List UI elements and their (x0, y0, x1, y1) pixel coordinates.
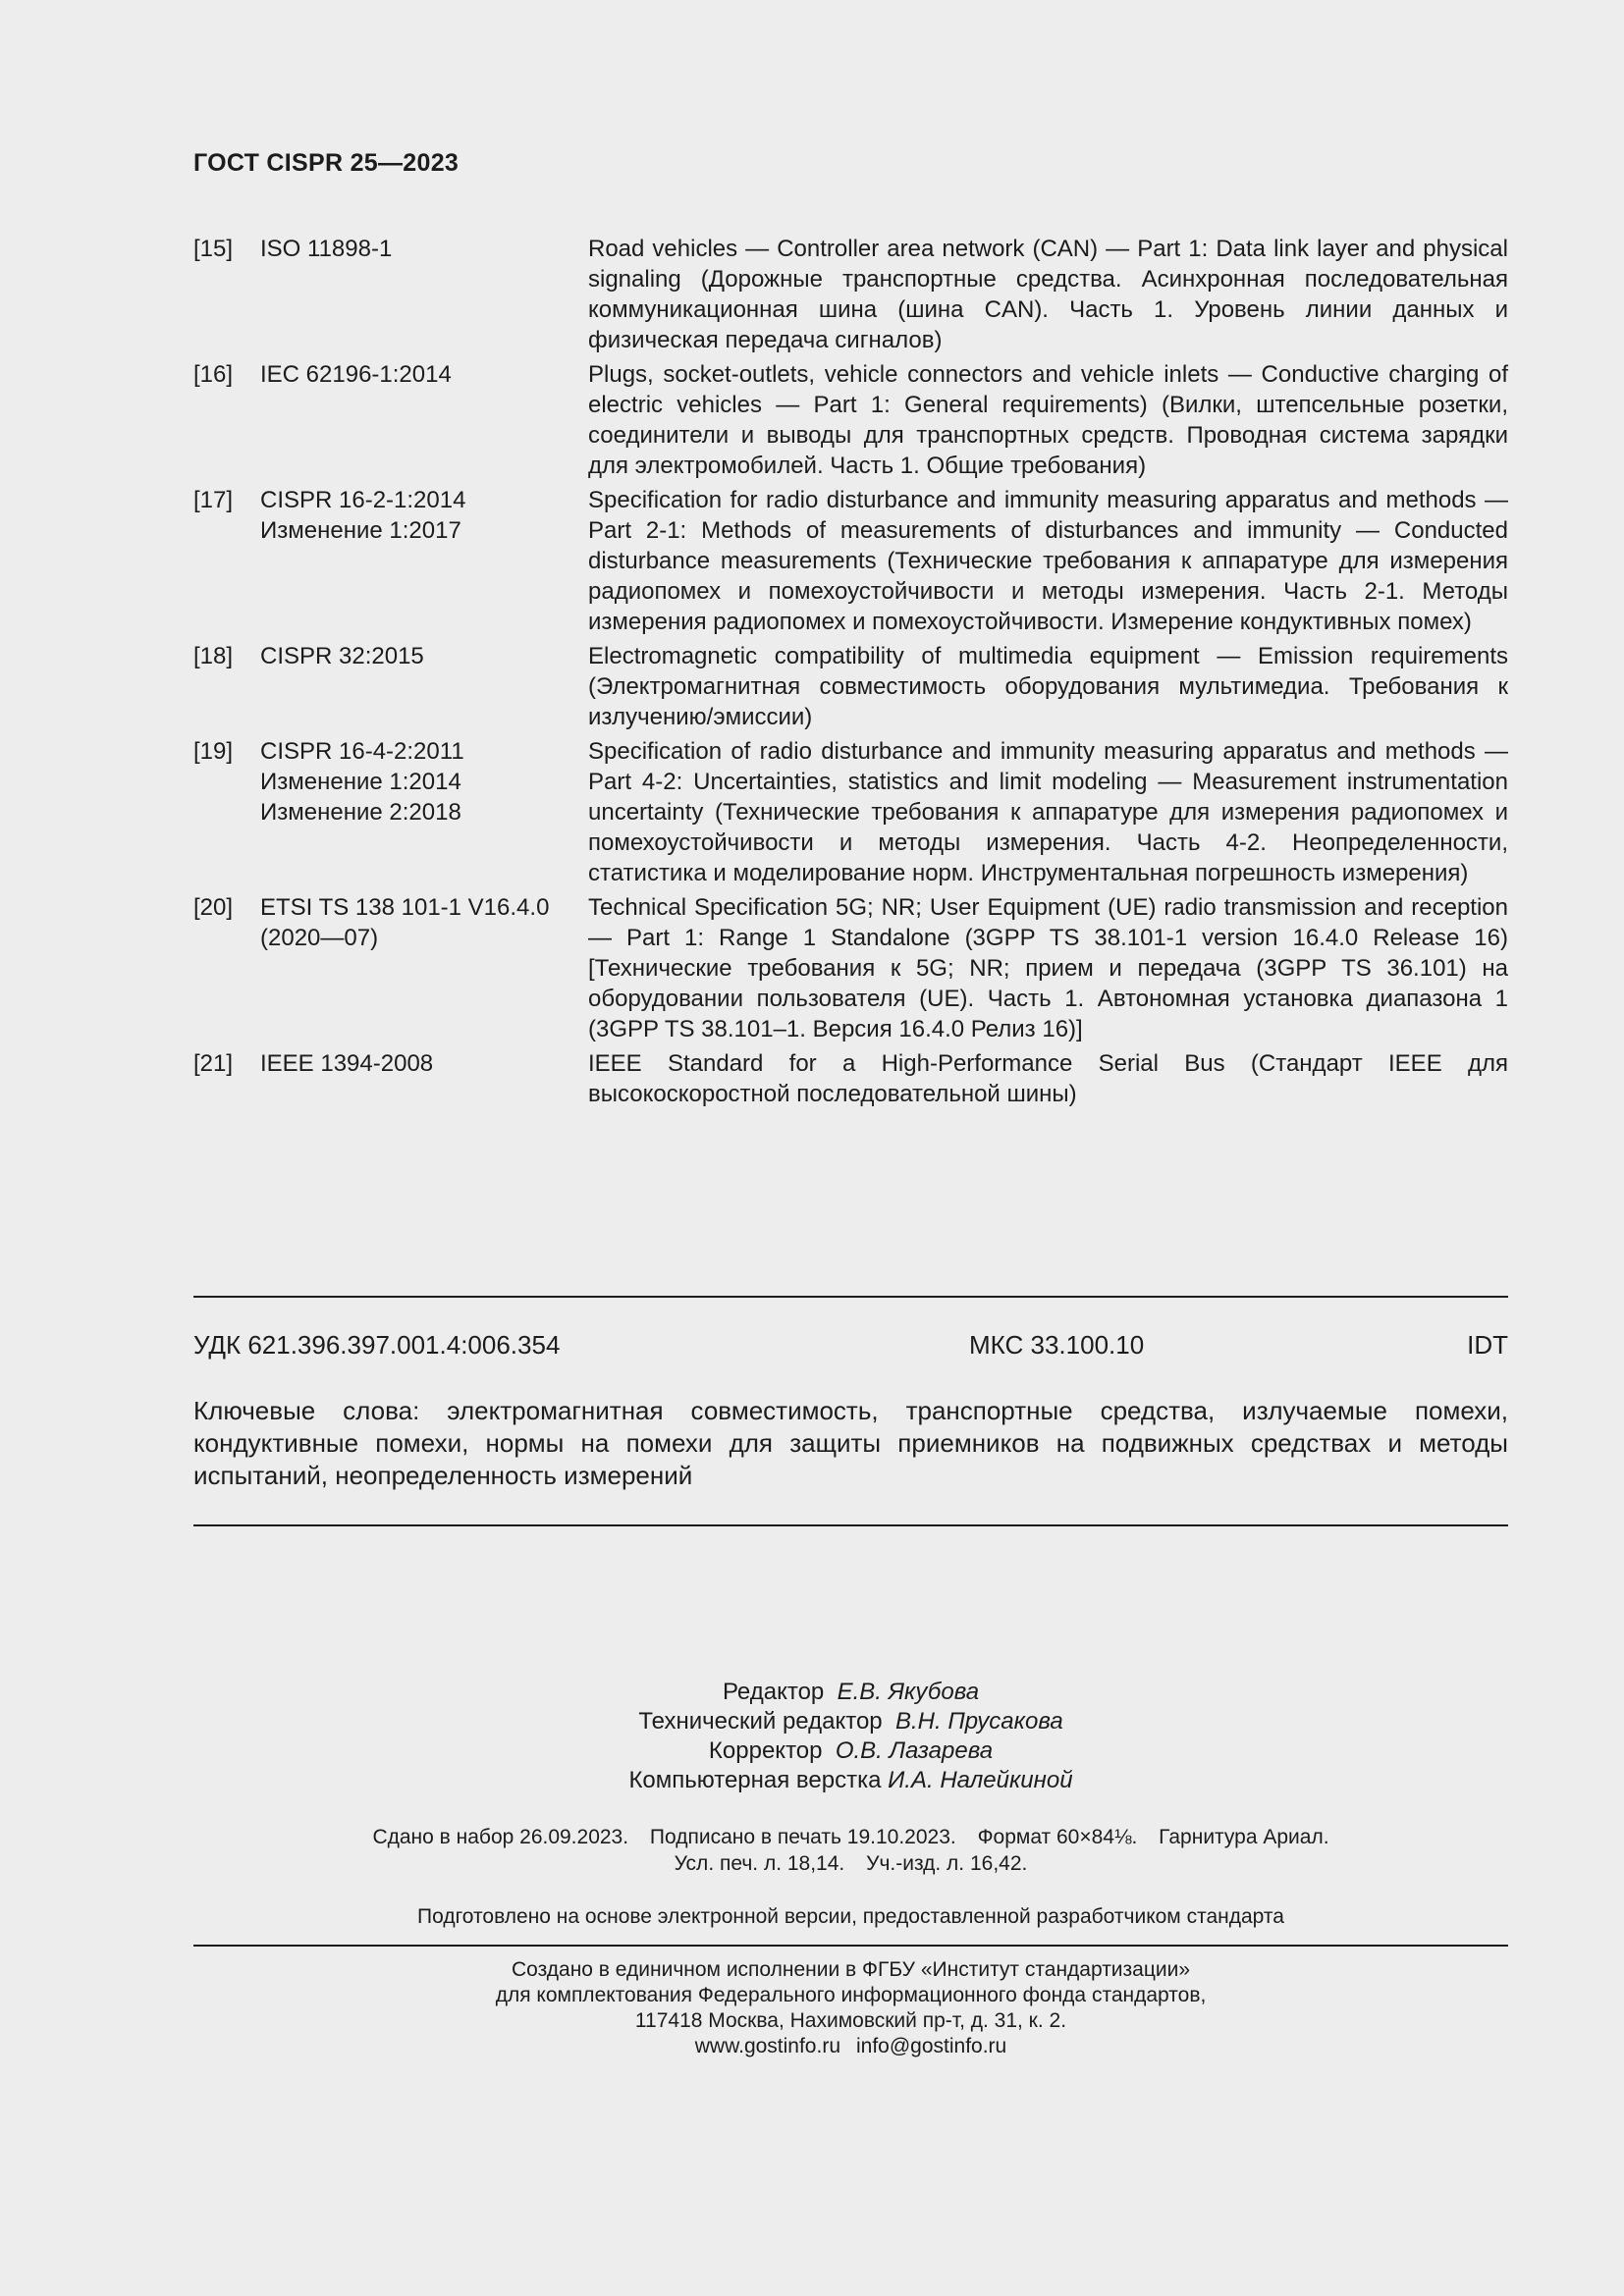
publisher-email-link[interactable]: info@gostinfo.ru (856, 2035, 1007, 2057)
reference-code (260, 892, 588, 953)
reference-code (260, 641, 588, 671)
divider-top (193, 1296, 1508, 1298)
document-header: ГОСТ CISPR 25—2023 (193, 149, 460, 177)
divider-middle (193, 1524, 1508, 1526)
reference-title: Technical Specification 5G; NR; User Equipment (UE) radio transmission and reception — Part 1: Range 1 Standalone (3GPP TS 38.101-1 version 16.4.0 Release 16) [Технические требования к 5G; NR; прием и передача (3GPP TS 36.101) на оборудовании пользователя (UE). Часть 1. Автономная установка диапазона 1 (3GPP TS 38.101–1. Версия 16.4.0 Релиз 16)] (588, 894, 1508, 1042)
reference-code (260, 359, 588, 390)
reference-title: Electromagnetic compatibility of multimedia equipment — Emission requirements (Электромагнитная совместимость оборудования мультимедиа. Требования к излучению/эмиссии) (588, 643, 1508, 730)
credits-block (193, 1678, 1508, 1795)
reference-title: Plugs, socket-outlets, vehicle connectors and vehicle inlets — Conductive charging of electric vehicles — Part 1: General requirements) (Вилки, штепсельные розетки, соединители и выводы для транспортных средств. Проводная система зарядки для электромобилей. Часть 1. Общие требования) (588, 361, 1508, 479)
publisher-website-link[interactable]: www.gostinfo.ru (694, 2035, 840, 2057)
reference-entry (193, 641, 1508, 732)
typeface: Гарнитура Ариал. (1159, 1826, 1329, 1848)
reference-entry (193, 736, 1508, 888)
credit-person: В.Н. Прусакова (895, 1708, 1063, 1735)
credit-role: Технический редактор (638, 1708, 883, 1735)
keywords: Ключевые слова: электромагнитная совместимость, транспортные средства, излучаемые помехи, кондуктивные помехи, нормы на помехи для защиты приемников на подвижных средствах и методы испытаний, неопределенность измерений (193, 1396, 1508, 1490)
signed-date: Подписано в печать 19.10.2023. (649, 1826, 956, 1848)
reference-entry (193, 1048, 1508, 1109)
reference-code (260, 736, 588, 828)
reference-title: IEEE Standard for a High-Performance Serial Bus (Стандарт IEEE для высокоскоростной последовательной шины) (588, 1050, 1508, 1107)
reference-code (260, 485, 588, 546)
mks-code: МКС 33.100.10 (969, 1330, 1145, 1360)
reference-code-line: CISPR 32:2015 (260, 643, 424, 669)
print-info-line-2 (193, 1850, 1508, 1877)
print-info-line-1 (193, 1824, 1508, 1850)
reference-number: [20] (193, 894, 234, 921)
credit-role: Компьютерная верстка (628, 1767, 882, 1793)
credit-person: О.В. Лазарева (835, 1737, 994, 1764)
publishing-sheets: Уч.-изд. л. 16,42. (866, 1852, 1028, 1875)
reference-code-line: ETSI TS 138 101-1 V16.4.0 (260, 894, 550, 921)
reference-code-line: Изменение 1:2014 (260, 769, 461, 795)
reference-number: [19] (193, 738, 234, 765)
reference-entry (193, 892, 1508, 1044)
reference-code-line: ISO 11898-1 (260, 236, 393, 262)
reference-code-line: CISPR 16-4-2:2011 (260, 738, 464, 765)
credit-person: И.А. Налейкиной (888, 1767, 1073, 1793)
divider-bottom (193, 1945, 1508, 1947)
udk-code: УДК 621.396.397.001.4:006.354 (193, 1330, 561, 1360)
reference-number: [17] (193, 487, 234, 513)
reference-entry (193, 234, 1508, 355)
credit-role: Редактор (722, 1679, 825, 1705)
reference-code-line: Изменение 1:2017 (260, 517, 461, 544)
credit-editor (193, 1678, 1508, 1707)
print-sheets: Усл. печ. л. 18,14. (674, 1852, 845, 1875)
reference-code-line: IEC 62196-1:2014 (260, 361, 452, 388)
reference-code-line: IEEE 1394-2008 (260, 1050, 434, 1077)
print-info (193, 1824, 1508, 1877)
classification-line (193, 1328, 1508, 1362)
publisher-line: для комплектования Федерального информационного фонда стандартов, (495, 1984, 1207, 2006)
reference-entry (193, 359, 1508, 481)
credit-technical-editor (193, 1707, 1508, 1736)
typeset-date: Сдано в набор 26.09.2023. (372, 1826, 629, 1848)
reference-number: [15] (193, 236, 234, 262)
reference-entry (193, 485, 1508, 637)
document-page (193, 0, 1508, 2296)
reference-code (260, 234, 588, 264)
credit-role: Корректор (708, 1737, 823, 1764)
reference-code-line: (2020—07) (260, 925, 379, 951)
reference-title: Specification of radio disturbance and immunity measuring apparatus and methods — Part 4-2: Uncertainties, statistics and limit modeling — Measurement instrumentation uncertainty (Технические требования к аппаратуре для измерения радиопомех и помехоустойчивости и методы измерения. Часть 4-2. Неопределенности, статистика и моделирование норм. Инструментальная погрешность измерения) (588, 738, 1508, 886)
reference-number: [21] (193, 1050, 234, 1077)
reference-title: Specification for radio disturbance and immunity measuring apparatus and methods — Part 2-1: Methods of measurements of disturbances and immunity — Conducted disturbance measurements (Технические требования к аппаратуре для измерения радиопомех и помехоустойчивости и методы измерения. Часть 2-1. Методы измерения радиопомех и помехоустойчивости. Измерение кондуктивных помех) (588, 487, 1508, 635)
bibliography-list (193, 234, 1508, 1113)
publisher-line: Создано в единичном исполнении в ФГБУ «Институт стандартизации» (511, 1958, 1191, 1981)
reference-title: Road vehicles — Controller area network (CAN) — Part 1: Data link layer and physical signaling (Дорожные транспортные средства. Асинхронная последовательная коммуникационная шина (шина CAN). Часть 1. Уровень линии данных и физическая передача сигналов) (588, 236, 1508, 353)
paper-format: Формат 60×84⅛. (977, 1826, 1138, 1848)
credit-person: Е.В. Якубова (837, 1679, 980, 1705)
idt-marker: IDT (1467, 1330, 1508, 1360)
reference-code (260, 1048, 588, 1079)
publisher-block (193, 1957, 1508, 2059)
reference-code-line: Изменение 2:2018 (260, 799, 461, 826)
publisher-address: 117418 Москва, Нахимовский пр-т, д. 31, к. 2. (634, 2009, 1067, 2032)
credit-layout (193, 1766, 1508, 1795)
reference-number: [16] (193, 361, 234, 388)
reference-code-line: CISPR 16-2-1:2014 (260, 487, 466, 513)
prepared-note: Подготовлено на основе электронной версии, предоставленной разработчиком стандарта (417, 1905, 1284, 1928)
reference-number: [18] (193, 643, 234, 669)
publisher-contacts (193, 2034, 1508, 2059)
credit-proofreader (193, 1736, 1508, 1766)
